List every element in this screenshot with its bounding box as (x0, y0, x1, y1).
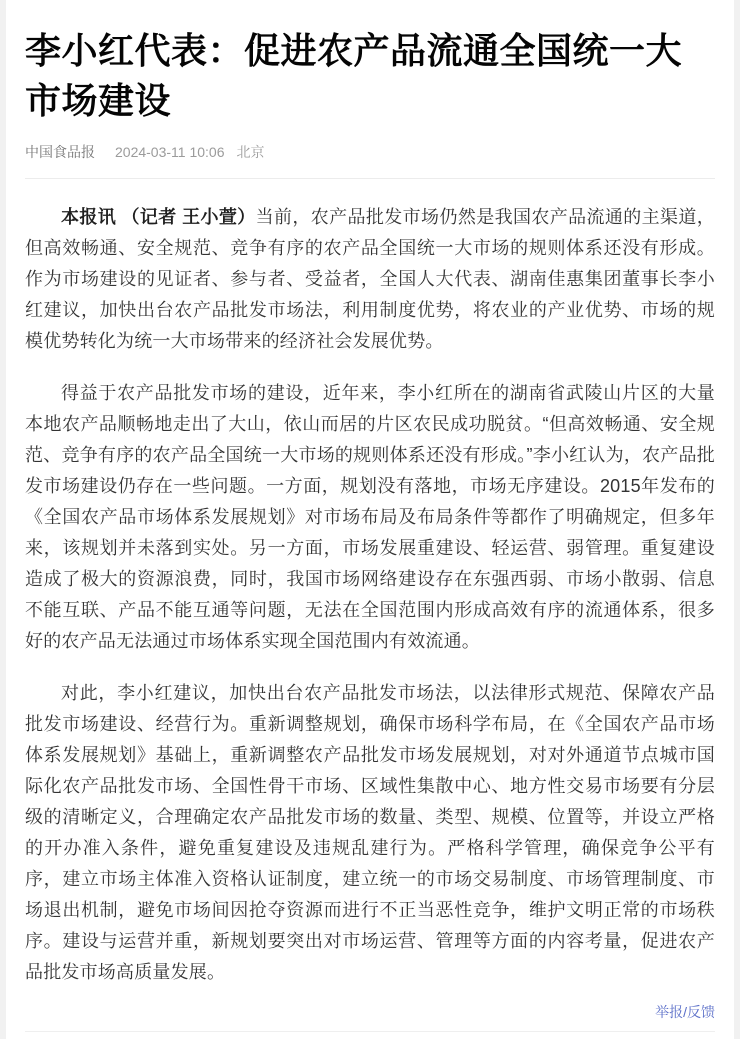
paragraph-1-lead: 本报讯 （记者 王小萱） (61, 207, 256, 227)
paragraph-3 (25, 678, 715, 988)
publish-datetime: 2024-03-11 10:06 (115, 144, 225, 160)
article-body (25, 179, 715, 988)
paragraph-2-text: 得益于农产品批发市场的建设，近年来，李小红所在的湖南省武陵山片区的大量本地农产品顺畅地走出了大山，依山而居的片区农民成功脱贫。“但高效畅通、安全规范、竞争有序的农产品全国统一大市场的规则体系还没有形成。”李小红认为，农产品批发市场建设仍存在一些问题。一方面，规划没有落地，市场无序建设。2015年发布的《全国农产品市场体系发展规划》对市场布局及布局条件等都作了明确规定，但多年来，该规划并未落到实处。另一方面，市场发展重建设、轻运营、弱管理。重复建设造成了极大的资源浪费，同时，我国市场网络建设存在东强西弱、市场小散弱、信息不能互联、产品不能互通等问题，无法在全国范围内形成高效有序的流通体系，很多好的农产品无法通过市场体系实现全国范围内有效流通。 (25, 383, 715, 651)
article-title: 李小红代表：促进农产品流通全国统一大市场建设 (25, 30, 683, 121)
article-footer (25, 1002, 715, 1022)
report-feedback-link[interactable]: 举报/反馈 (655, 1004, 715, 1020)
source-name: 中国食品报 (25, 144, 95, 160)
article-page (6, 0, 734, 1039)
publish-location: 北京 (236, 144, 265, 160)
paragraph-1 (25, 202, 715, 357)
paragraph-2 (25, 378, 715, 657)
paragraph-3-text: 对此，李小红建议，加快出台农产品批发市场法，以法律形式规范、保障农产品批发市场建设、经营行为。重新调整规划，确保市场科学布局，在《全国农产品市场体系发展规划》基础上，重新调整农产品批发市场发展规划，对对外通道节点城市国际化农产品批发市场、全国性骨干市场、区域性集散中心、地方性交易市场要有分层级的清晰定义，合理确定农产品批发市场的数量、类型、规模、位置等，并设立严格的开办准入条件，避免重复建设及违规乱建行为。严格科学管理，确保竞争公平有序，建立市场主体准入资格认证制度，建立统一的市场交易制度、市场管理制度、市场退出机制，避免市场间因抢夺资源而进行不正当恶性竞争，维护文明正常的市场秩序。建设与运营并重，新规划要突出对市场运营、管理等方面的内容考量，促进农产品批发市场高质量发展。 (25, 683, 715, 982)
paragraph-1-text: 当前，农产品批发市场仍然是我国农产品流通的主渠道，但高效畅通、安全规范、竞争有序的农产品全国统一大市场的规则体系还没有形成。作为市场建设的见证者、参与者、受益者，全国人大代表、湖南佳惠集团董事长李小红建议，加快出台农产品批发市场法，利用制度优势，将农业的产业优势、市场的规模优势转化为统一大市场带来的经济社会发展优势。 (25, 207, 716, 351)
article-meta (25, 143, 715, 161)
footer-divider (25, 1031, 715, 1032)
